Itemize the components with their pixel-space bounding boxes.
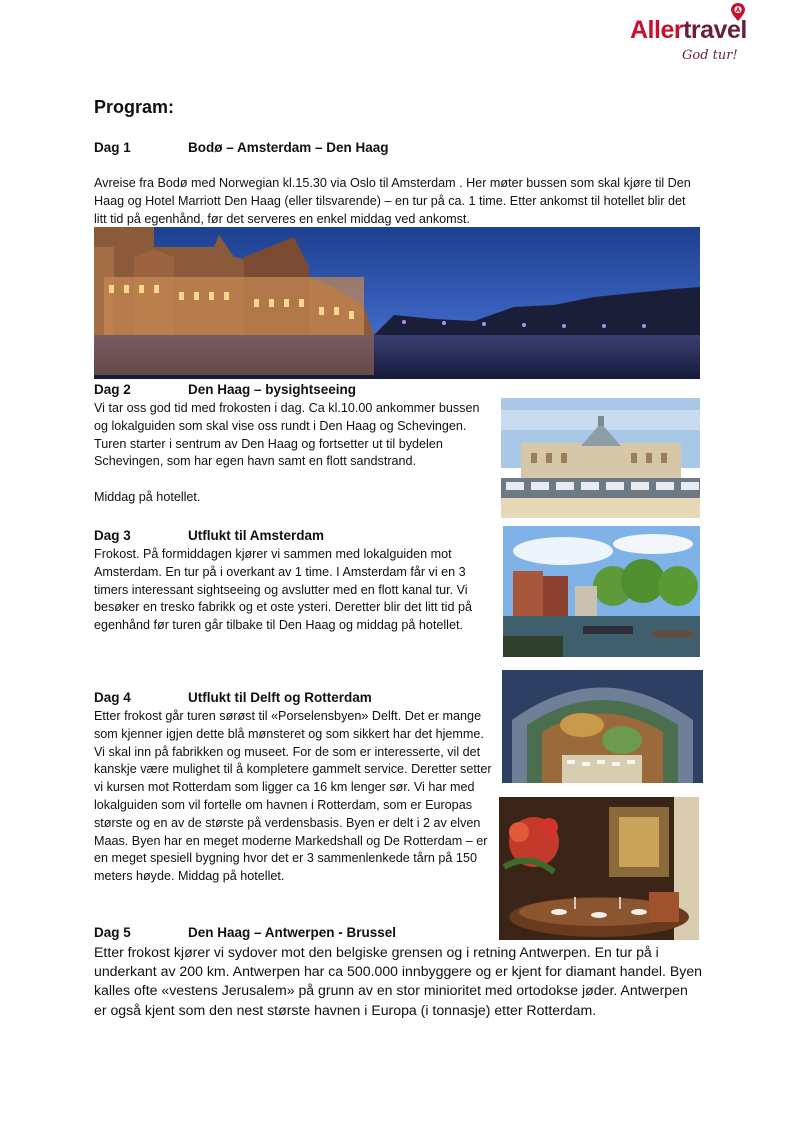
day-1-title: Bodø – Amsterdam – Den Haag (188, 140, 389, 155)
day-1-label: Dag 1 (94, 140, 131, 155)
day-1-text: Avreise fra Bodø med Norwegian kl.15.30 via Oslo til Amsterdam . Her møter bussen som skal kjøre til Den Haag og Hotel Marriott Den Haag (eller tilsvarende) – en tur på ca. 1 time. Etter ankomst til hotellet blir det litt tid på egenhånd, før det serveres en enkel middag ved ankomst. (94, 176, 691, 226)
day-5-label: Dag 5 (94, 925, 131, 940)
day-5-title: Den Haag – Antwerpen - Brussel (188, 925, 397, 940)
day-5-heading (94, 925, 397, 940)
brand-name-part2: travel (683, 16, 747, 44)
day-3-text: Frokost. På formiddagen kjører vi sammen med lokalguiden mot Amsterdam. En tur på i overkant av 1 time. I Amsterdam får vi en 3 timers interessant sightseeing og avslutter med en flott kanal tur. Vi besøker en tresko fabrikk og et oste ysteri. Deretter blir det litt tid på egenhånd før turen går tilbake til Den Haag og middag på hotellet. (94, 547, 472, 633)
photo-rotterdam-markthal (502, 670, 703, 783)
day-3-title: Utflukt til Amsterdam (188, 528, 325, 543)
day-2-label: Dag 2 (94, 382, 131, 397)
brand-name-part1: Aller (630, 16, 684, 44)
photo-amsterdam-canal (503, 526, 700, 657)
day-2-text-2: Middag på hotellet. (94, 490, 201, 504)
day-3-heading (94, 528, 325, 543)
day-2-heading (94, 382, 357, 397)
brand-tagline: God tur! (682, 48, 738, 63)
day-2-text: Vi tar oss god tid med frokosten i dag. Ca kl.10.00 ankommer bussen og lokalguiden som skal vise oss rundt i Den Haag og Schevingen. Turen starter i sentrum av Den Haag og fortsetter ut til bydelen Schevingen, som har egen havn samt en flott sandstrand. (94, 401, 480, 469)
photo-scheveningen-kurhaus (501, 398, 700, 518)
day-3-label: Dag 3 (94, 528, 131, 543)
photo-den-haag-binnenhof (94, 227, 700, 379)
day-5-text: Etter frokost kjører vi sydover mot den belgiske grensen og i retning Antwerpen. En tur på i underkant av 200 km. Antwerpen har ca 500.000 innbyggere og er kjent for diamant handel. Byen kalles ofte «vestens Jerusalem» på grunn av en stor minioritet med ortodokse jøder. Antwerpen er også kjent som den nest største havnen i Europa (i tonnasje) etter Rotterdam. (94, 944, 702, 1018)
day-4-text: Etter frokost går turen sørøst til «Porselensbyen» Delft. Det er mange som kjenner igjen dette blå mønsteret og som sikkert har det hjemme. Vi skal inn på fabrikken og museet. For de som er interesserte, vil det kanskje være mulighet til å kompletere gammelt service. Deretter setter vi kursen mot Rotterdam som ligger ca 16 km lenger sør. Vi har med lokalguiden som vil fortelle om havnen i Rotterdam, som er Europas største og en av de største på verdensbasis. Byen er delt i 2 av elven Maas. Byen har en meget moderne Markedshall og De Rotterdam – er en meget spesiell bygning hvor det er 3 sammenlenkede tårn på 150 meters høyde. Middag på hotellet. (94, 709, 492, 884)
day-4-title: Utflukt til Delft og Rotterdam (188, 690, 372, 705)
program-title: Program: (94, 97, 175, 117)
brand-logo (630, 3, 780, 67)
day-2-title: Den Haag – bysightseeing (188, 382, 357, 397)
photo-restaurant-interior (499, 797, 699, 940)
day-4-heading (94, 690, 372, 705)
day-4-label: Dag 4 (94, 690, 131, 705)
day-1-heading (94, 140, 389, 155)
